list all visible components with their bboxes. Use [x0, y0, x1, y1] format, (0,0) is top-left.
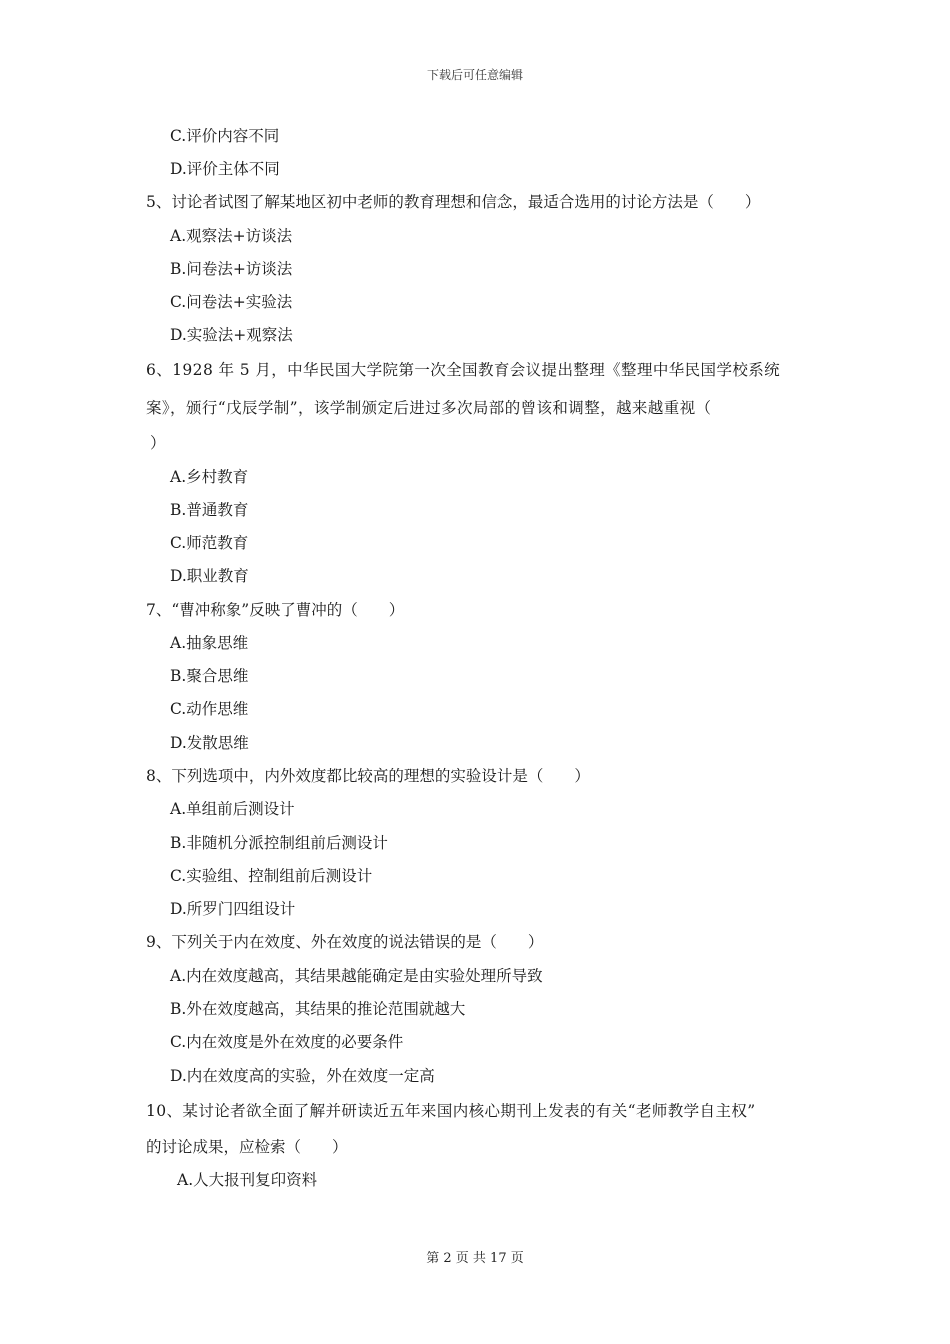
- option-7c: C.动作思维: [170, 700, 249, 718]
- question-6-line-1: 6、1928 年 5 月，中华民国大学院第一次全国教育会议提出整理《整理中华民国学校系统: [146, 361, 781, 379]
- option-5a: A.观察法+访谈法: [170, 227, 293, 245]
- option-6a: A.乡村教育: [170, 468, 249, 486]
- question-6-line-3: ）: [150, 434, 166, 452]
- option-9a: A.内在效度越高，其结果越能确定是由实验处理所导致: [170, 967, 543, 985]
- option-4c: C.评价内容不同: [170, 127, 280, 145]
- option-8c: C.实验组、控制组前后测设计: [170, 867, 373, 885]
- question-8: 8、下列选项中，内外效度都比较高的理想的实验设计是（ ）: [146, 767, 590, 785]
- option-9b: B.外在效度越高，其结果的推论范围就越大: [170, 1000, 466, 1018]
- option-5c: C.问卷法+实验法: [170, 293, 293, 311]
- option-6c: C.师范教育: [170, 534, 249, 552]
- question-10-line-2: 的讨论成果，应检索（ ）: [146, 1138, 348, 1156]
- question-7: 7、“曹冲称象”反映了曹冲的（ ）: [146, 601, 405, 619]
- option-7b: B.聚合思维: [170, 667, 249, 685]
- question-5: 5、讨论者试图了解某地区初中老师的教育理想和信念，最适合选用的讨论方法是（ ）: [146, 193, 761, 211]
- option-8d: D.所罗门四组设计: [170, 900, 296, 918]
- option-6d: D.职业教育: [170, 567, 249, 585]
- question-10-line-1: 10、某讨论者欲全面了解并研读近五年来国内核心期刊上发表的有关“老师教学自主权”: [146, 1102, 756, 1120]
- option-8a: A.单组前后测设计: [170, 800, 295, 818]
- option-7a: A.抽象思维: [170, 634, 249, 652]
- option-4d: D.评价主体不同: [170, 160, 280, 178]
- option-9d: D.内在效度高的实验，外在效度一定高: [170, 1067, 435, 1085]
- option-7d: D.发散思维: [170, 734, 249, 752]
- option-6b: B.普通教育: [170, 501, 249, 519]
- question-6-line-2: 案》，颁行“戊辰学制”，该学制颁定后进过多次局部的曾该和调整，越来越重视（: [146, 399, 712, 417]
- option-5b: B.问卷法+访谈法: [170, 260, 293, 278]
- option-10a: A.人大报刊复印资料: [177, 1171, 318, 1189]
- option-8b: B.非随机分派控制组前后测设计: [170, 834, 388, 852]
- option-5d: D.实验法+观察法: [170, 326, 293, 344]
- option-9c: C.内在效度是外在效度的必要条件: [170, 1033, 404, 1051]
- page-header: 下载后可任意编辑: [426, 68, 523, 82]
- question-9: 9、下列关于内在效度、外在效度的说法错误的是（ ）: [146, 933, 544, 951]
- page-footer: 第 2 页 共 17 页: [426, 1251, 524, 1266]
